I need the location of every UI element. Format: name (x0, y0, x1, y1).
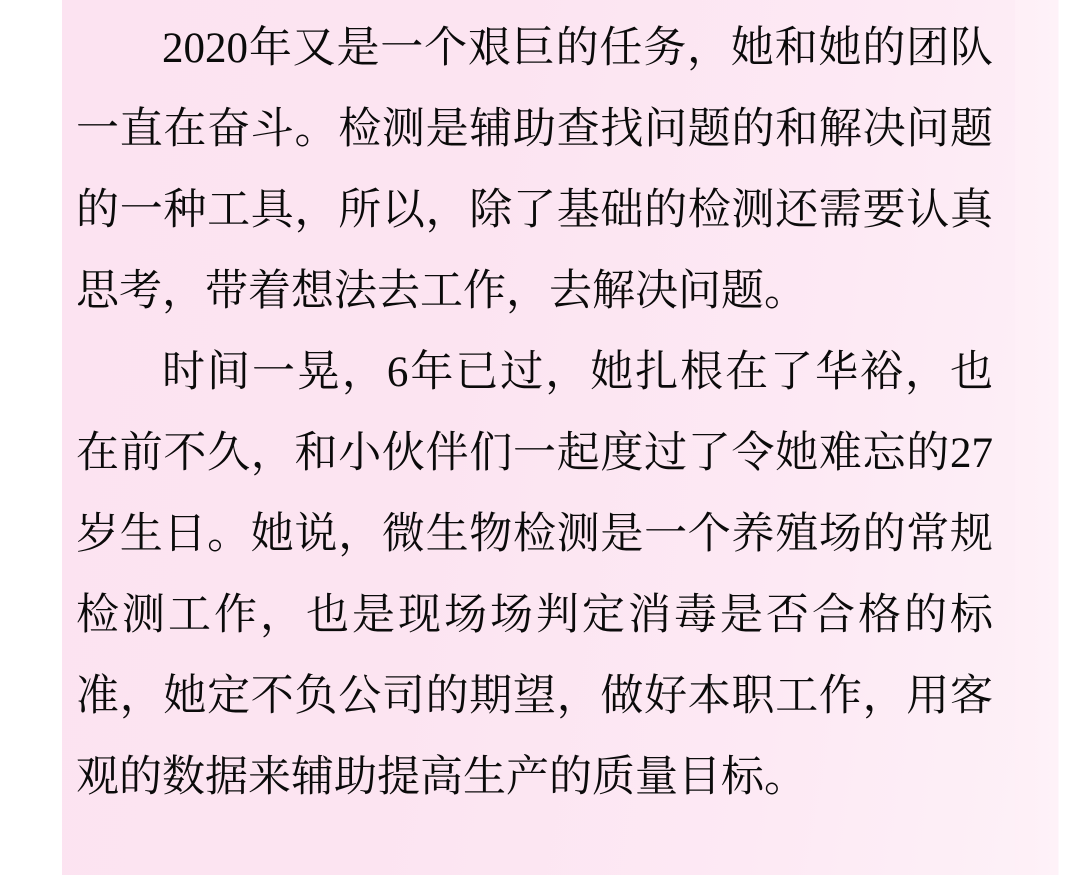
paragraph-1: 2020年又是一个艰巨的任务，她和她的团队一直在奋斗。检测是辅助查找问题的和解决问题的一种工具，所以，除了基础的检测还需要认真思考，带着想法去工作，去解决问题。 (76, 25, 993, 315)
paragraph-2: 时间一晃，6年已过，她扎根在了华裕，也在前不久，和小伙伴们一起度过了令她难忘的27岁生日。她说，微生物检测是一个养殖场的常规检测工作，也是现场场判定消毒是否合格的标准，她定不负公司的期望，做好本职工作，用客观的数据来辅助提高生产的质量目标。 (76, 349, 993, 801)
article-body (76, 8, 1001, 818)
